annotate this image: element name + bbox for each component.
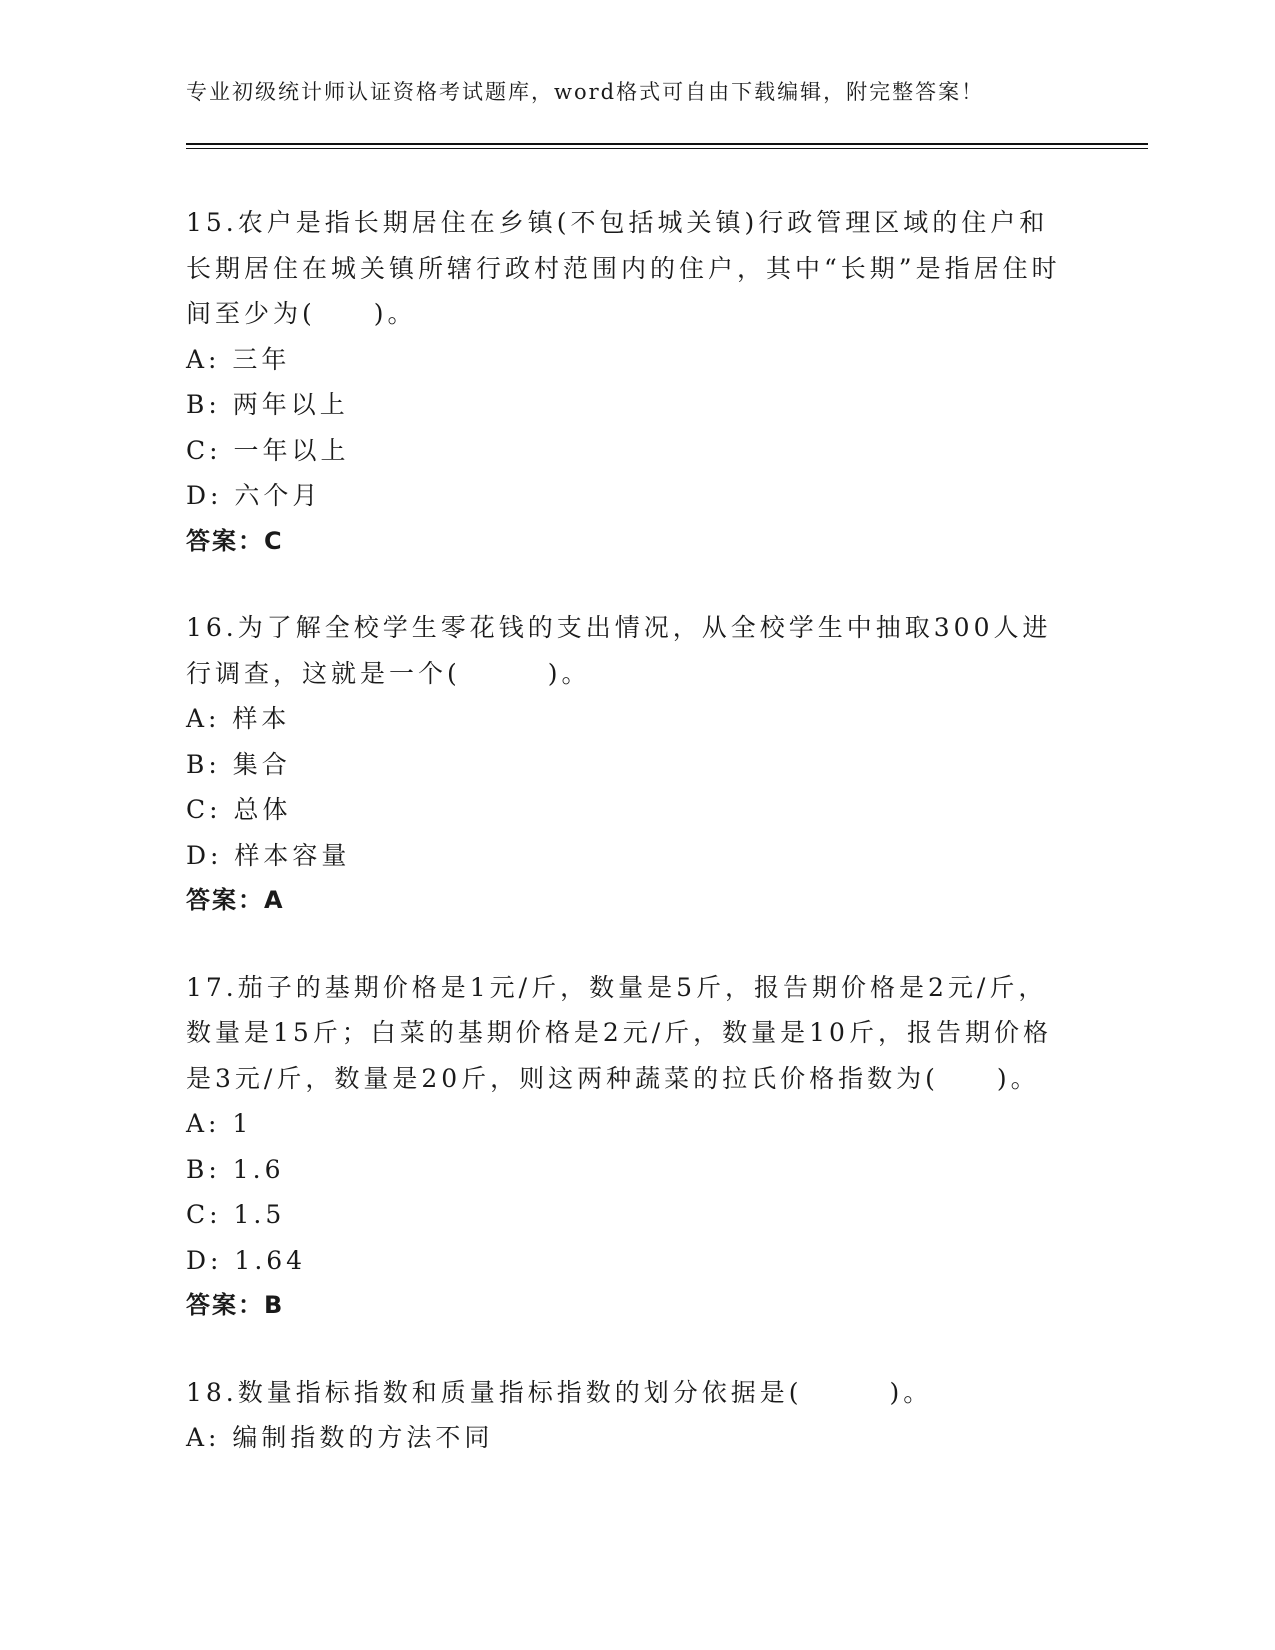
header-divider	[186, 143, 1148, 149]
answer: 答案：A	[186, 886, 285, 914]
question-stem: 17.茄子的基期价格是1元/斤，数量是5斤，报告期价格是2元/斤，数量是15斤；白菜的基期价格是2元/斤，数量是10斤，报告期价格是3元/斤，数量是20斤，则这两种蔬菜的拉氏价格指数为( )。	[186, 972, 1052, 1093]
question-17	[186, 965, 1066, 1329]
option-d: D: 六个月	[186, 481, 322, 510]
question-list	[186, 200, 1066, 1502]
option-b: B: 集合	[186, 749, 291, 779]
option-c: C: 1.5	[186, 1200, 286, 1229]
option-c: C: 总体	[186, 795, 292, 824]
answer: 答案：B	[186, 1291, 285, 1319]
option-a: A: 1	[186, 1109, 253, 1138]
question-18	[186, 1370, 1066, 1461]
page-header: 专业初级统计师认证资格考试题库，word格式可自由下载编辑，附完整答案！	[186, 80, 985, 104]
option-a: A: 编制指数的方法不同	[186, 1423, 494, 1452]
option-a: A: 三年	[186, 344, 291, 374]
option-a: A: 样本	[186, 704, 291, 733]
option-c: C: 一年以上	[186, 435, 350, 465]
question-stem: 15.农户是指长期居住在乡镇(不包括城关镇)行政管理区域的住户和长期居住在城关镇所辖行政村范围内的住户，其中“长期”是指居住时间至少为( )。	[186, 208, 1061, 328]
question-stem: 16.为了解全校学生零花钱的支出情况，从全校学生中抽取300人进行调查，这就是一个( )。	[186, 613, 1052, 688]
question-15	[186, 200, 1066, 564]
answer: 答案：C	[186, 526, 284, 555]
option-b: B: 两年以上	[186, 390, 349, 419]
option-d: D: 1.64	[186, 1245, 307, 1275]
question-stem: 18.数量指标指数和质量指标指数的划分依据是( )。	[186, 1377, 933, 1407]
option-d: D: 样本容量	[186, 840, 351, 870]
option-b: B: 1.6	[186, 1154, 285, 1184]
question-16	[186, 605, 1066, 924]
